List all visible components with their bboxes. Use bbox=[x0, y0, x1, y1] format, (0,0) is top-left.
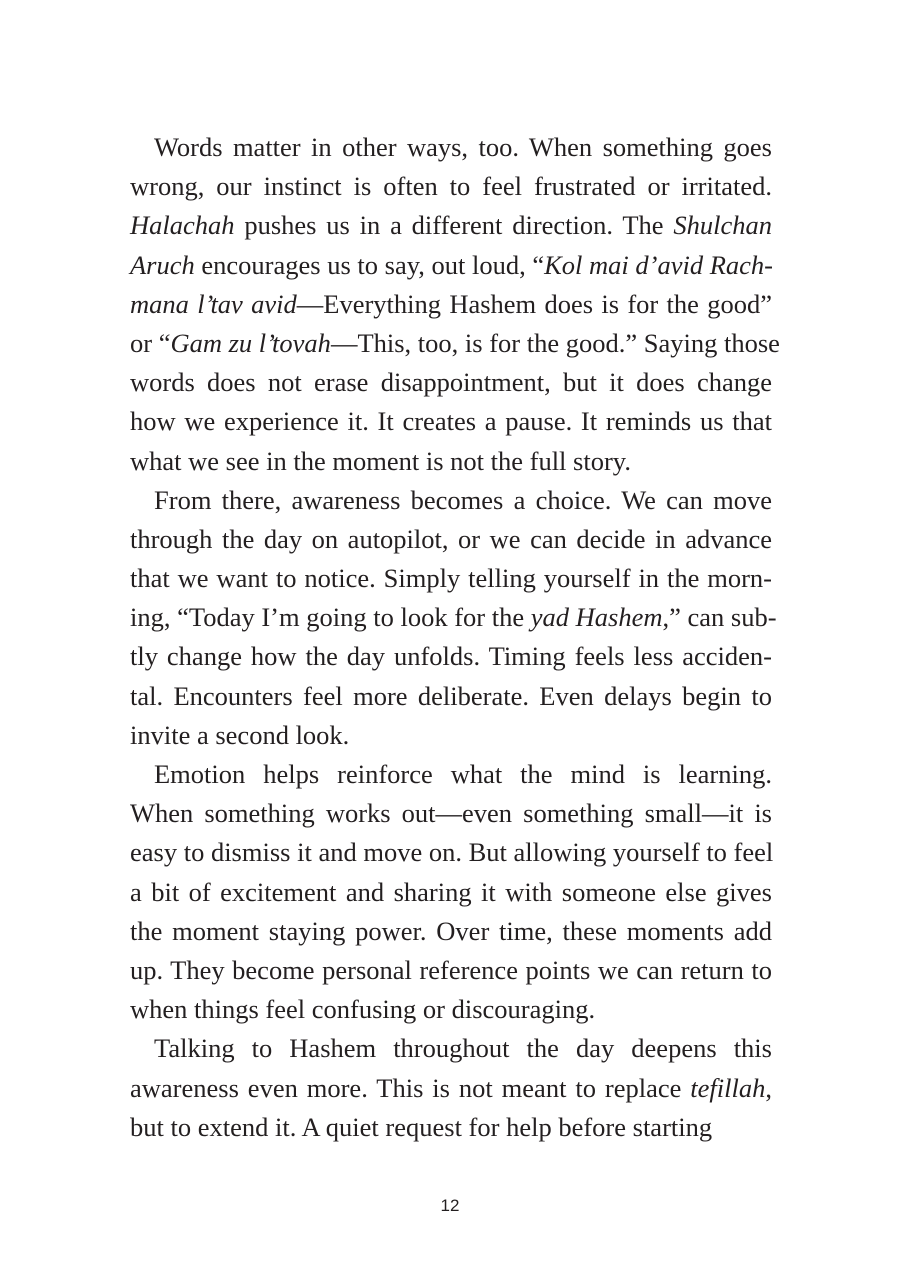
text-line bbox=[130, 128, 772, 167]
italic-text: tefillah bbox=[690, 1072, 766, 1103]
text-run: Words matter in other ways, too. When something goes bbox=[154, 132, 772, 162]
paragraph bbox=[130, 755, 772, 1029]
text-line bbox=[130, 324, 780, 363]
text-line bbox=[130, 794, 772, 833]
text-run: through the day on autopilot, or we can decide in advance bbox=[130, 523, 772, 554]
text-run: ing, “Today I’m going to look for the bbox=[130, 602, 531, 633]
text-line bbox=[130, 833, 772, 872]
paragraph bbox=[130, 128, 780, 481]
text-run: words does not erase disappointment, but it does change bbox=[130, 367, 772, 398]
italic-text: Aruch bbox=[130, 249, 195, 280]
text-run: ,” can sub- bbox=[662, 602, 777, 633]
text-line bbox=[130, 755, 772, 794]
text-line bbox=[130, 363, 772, 402]
text-line bbox=[130, 402, 772, 441]
page-number: 12 bbox=[440, 1196, 460, 1215]
italic-text: mana l’tav avid bbox=[130, 288, 297, 319]
text-line bbox=[130, 520, 772, 559]
text-line bbox=[130, 285, 772, 324]
italic-text: yad Hashem bbox=[530, 602, 663, 633]
text-line bbox=[130, 1069, 772, 1108]
text-run: up. They become personal reference points we can return to bbox=[130, 954, 772, 985]
paragraph bbox=[130, 1029, 772, 1147]
text-run: Talking to Hashem throughout the day deepens this bbox=[154, 1033, 772, 1064]
italic-text: Gam zu l’tovah bbox=[170, 327, 331, 358]
text-line bbox=[130, 246, 772, 285]
text-line bbox=[130, 206, 772, 245]
paragraph bbox=[130, 481, 777, 755]
text-run: encourages us to say, out loud, “ bbox=[194, 249, 545, 280]
text-line bbox=[130, 442, 772, 481]
italic-text: Halachah bbox=[130, 210, 235, 241]
text-line bbox=[130, 1108, 772, 1147]
text-run: the moment staying power. Over time, these moments add bbox=[130, 915, 772, 946]
text-run: what we see in the moment is not the full story. bbox=[130, 445, 631, 476]
text-line bbox=[130, 481, 772, 520]
text-run: invite a second look. bbox=[130, 719, 350, 750]
text-run: when things feel confusing or discouraging. bbox=[130, 994, 596, 1025]
text-run: or “ bbox=[130, 327, 171, 358]
text-line bbox=[130, 990, 772, 1029]
italic-text: Kol mai d’avid Rach- bbox=[544, 249, 773, 280]
text-run: easy to dismiss it and move on. But allowing yourself to feel bbox=[130, 837, 774, 868]
text-line bbox=[130, 951, 772, 990]
text-line bbox=[130, 912, 772, 951]
text-line bbox=[130, 677, 772, 716]
text-run: but to extend it. A quiet request for help before starting bbox=[130, 1111, 713, 1142]
text-line bbox=[130, 873, 772, 912]
text-run: From there, awareness becomes a choice. We can move bbox=[154, 484, 772, 515]
text-run: tal. Encounters feel more deliberate. Even delays begin to bbox=[130, 680, 772, 711]
italic-text: Shulchan bbox=[673, 210, 772, 241]
text-run: When something works out—even something small—it is bbox=[130, 798, 772, 829]
text-run: awareness even more. This is not meant to replace bbox=[130, 1072, 691, 1103]
body-text bbox=[130, 128, 780, 1147]
text-line bbox=[130, 598, 777, 637]
text-run: pushes us in a different direction. The bbox=[234, 210, 674, 241]
text-line bbox=[130, 716, 772, 755]
text-run: how we experience it. It creates a pause. It reminds us that bbox=[130, 406, 772, 437]
text-run: —Everything Hashem does is for the good” bbox=[296, 288, 773, 319]
text-run: that we want to notice. Simply telling yourself in the morn- bbox=[130, 563, 772, 594]
text-run: —This, too, is for the good.” Saying those bbox=[330, 327, 780, 358]
text-line bbox=[130, 637, 772, 676]
text-line bbox=[130, 1029, 772, 1068]
text-run: , bbox=[765, 1072, 772, 1103]
text-run: tly change how the day unfolds. Timing feels less acciden- bbox=[130, 641, 772, 672]
text-line bbox=[130, 559, 772, 598]
text-run: a bit of excitement and sharing it with someone else gives bbox=[130, 876, 772, 907]
text-run: Emotion helps reinforce what the mind is learning. bbox=[154, 759, 772, 789]
text-line bbox=[130, 167, 772, 206]
text-run: wrong, our instinct is often to feel frustrated or irritated. bbox=[130, 171, 772, 202]
